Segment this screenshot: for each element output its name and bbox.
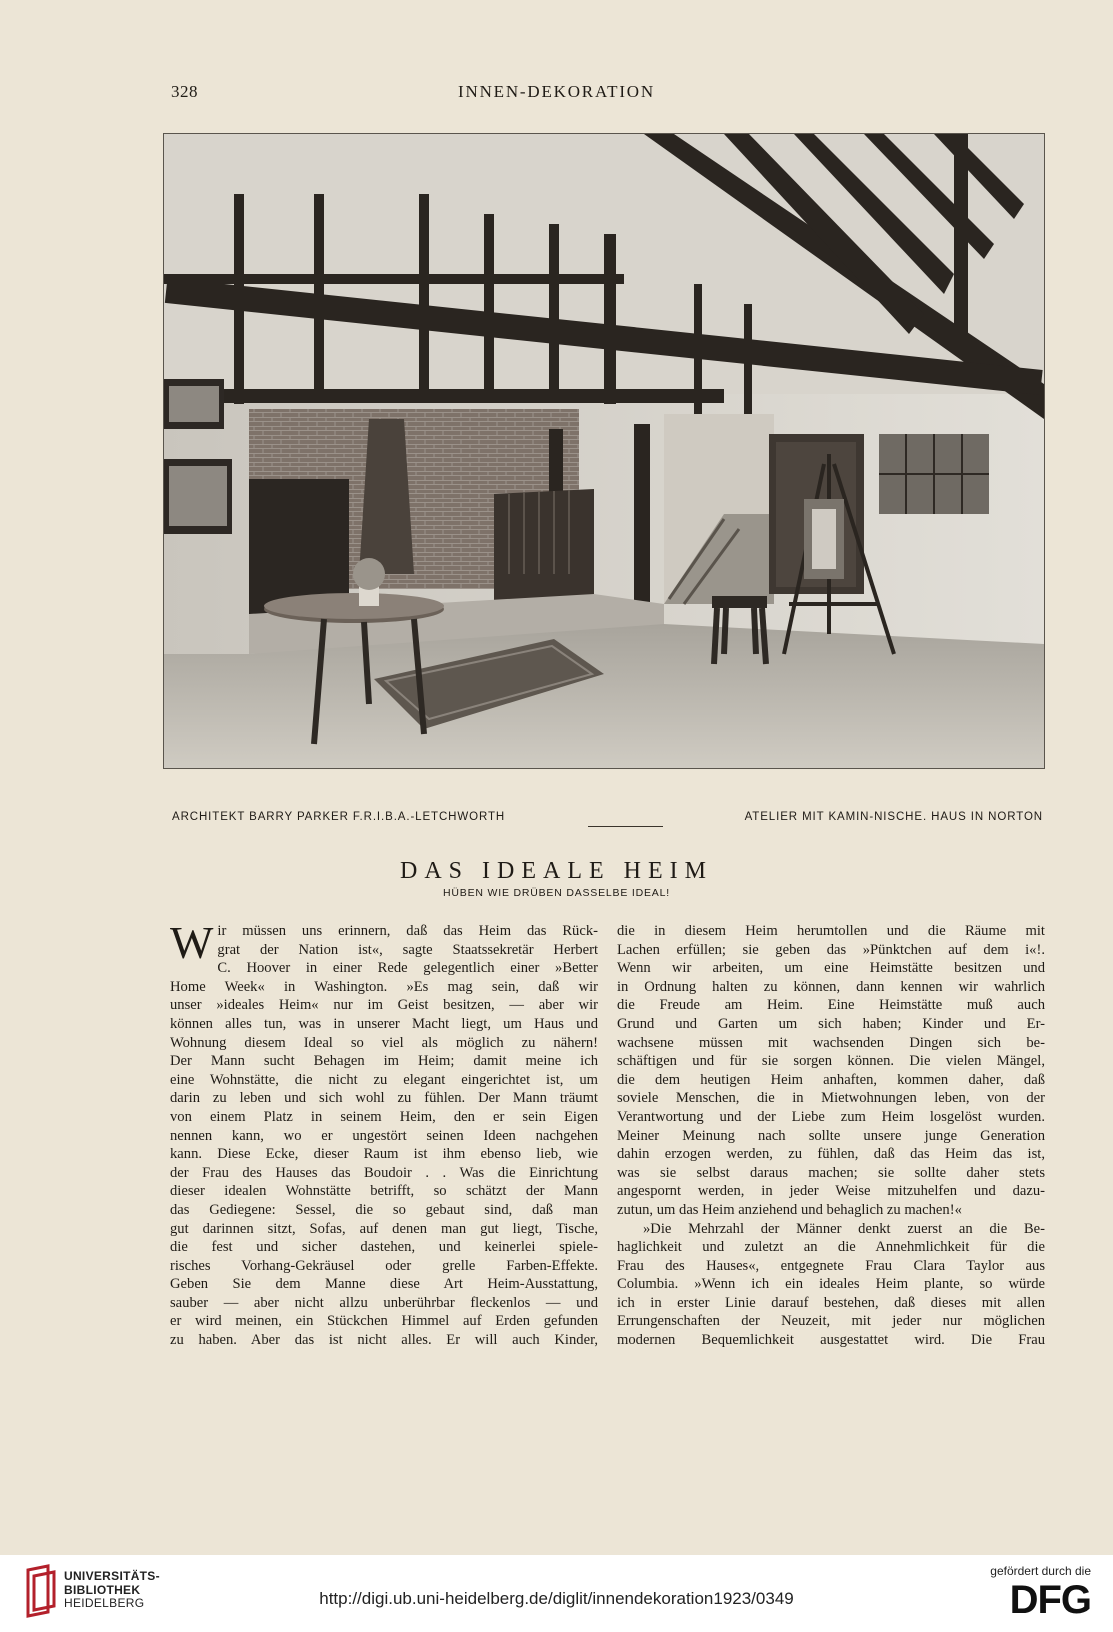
text-line: ich in erster Linie darauf bestehen, daß dieses mit allen <box>617 1294 1045 1311</box>
text-line: unser »ideales Heim« nur im Geist besitzen, — aber wir <box>170 997 598 1014</box>
text-line: Frau des Hauses«, entgegnete Frau Clara Taylor aus <box>617 1257 1045 1274</box>
drop-cap: W <box>170 917 214 968</box>
caption-divider <box>588 826 663 827</box>
text-line: von einem Platz in seinem Heim, den er sein Eigen <box>170 1108 598 1125</box>
text-line: darin zu leben und sich wohl zu fühlen. Der Mann träumt <box>170 1090 598 1107</box>
text-line: Wohnung diesem Ideal so viel als möglich zu nähern! <box>170 1034 598 1051</box>
text-line: der Frau des Hauses das Boudoir . . Was die Einrichtung <box>170 1164 598 1181</box>
article-subtitle: HÜBEN WIE DRÜBEN DASSELBE IDEAL! <box>443 887 670 899</box>
text-line: angespornt werden, in jeder Weise mitzuhelfen und dazu- <box>617 1183 1045 1200</box>
text-line: Wenn wir arbeiten, um eine Heimstätte besitzen und <box>617 960 1045 977</box>
text-line: ir müssen uns erinnern, daß das Heim das Rück- <box>217 923 598 939</box>
text-line: Home Week« in Washington. »Es mag sein, daß wir <box>170 978 598 995</box>
page-number: 328 <box>171 82 198 101</box>
text-line: Verantwortung und der Liebe zum Heim losgelöst wurden. <box>617 1108 1045 1125</box>
text-line: soviele Menschen, die in Mietwohnungen leben, von der <box>617 1090 1045 1107</box>
text-line: Meiner Meinung nach sollte unsere junge Generation <box>617 1127 1045 1144</box>
text-line: haglichkeit und zuletzt an die Annehmlichkeit für die <box>617 1239 1045 1256</box>
text-line: risches Vorhang-Gekräusel oder grelle Farben-Effekte. <box>170 1257 598 1274</box>
text-line: »Die Mehrzahl der Männer denkt zuerst an die Be- <box>643 1220 1045 1237</box>
text-line: die Freude am Heim. Eine Heimstätte muß auch <box>617 997 1045 1014</box>
library-name-line: UNIVERSITÄTS- <box>64 1569 160 1583</box>
atelier-photo-illustration <box>164 134 1044 768</box>
caption-title: ATELIER MIT KAMIN-NISCHE. HAUS IN NORTON <box>744 811 1043 823</box>
text-line: gut darinnen sitzt, Sofas, auf denen man gut liegt, Tische, <box>170 1220 598 1237</box>
text-line: dahin erzogen werden, zu fühlen, daß das Heim das ist, <box>617 1146 1045 1163</box>
text-line: können alles tun, was in unserer Macht liegt, um Haus und <box>170 1015 598 1032</box>
text-line: nennen kann, wo er ungestört seinen Ideen nachgehen <box>170 1127 598 1144</box>
text-line: die fest und sicher dastehen, und keinerlei spiele- <box>170 1239 598 1256</box>
text-column-left <box>170 917 598 1350</box>
text-line: Lachen erfüllen; sie geben das »Pünktchen auf dem i«!. <box>617 941 1045 958</box>
text-column-right <box>617 922 1045 1350</box>
text-line: sauber — aber nicht allzu unberührbar fleckenlos — und <box>170 1294 598 1311</box>
text-line: die in diesem Heim herumtollen und die Räume mit <box>617 923 1045 939</box>
text-line: Columbia. »Wenn ich ein ideales Heim plante, so würde <box>617 1276 1045 1293</box>
text-line: das Gediegene: Sessel, die so gebaut sind, daß man <box>170 1201 598 1218</box>
interior-photograph <box>164 134 1044 768</box>
text-line: zutun, um das Heim anziehend und behaglich zu machen!« <box>617 1201 962 1218</box>
text-line: was sie selbst daraus machen; sie sollte daher stets <box>617 1164 1045 1181</box>
source-url[interactable]: http://digi.ub.uni-heidelberg.de/diglit/innendekoration1923/0349 <box>319 1589 794 1608</box>
text-line: die dem heutigen Heim anhaften, kommen daher, daß <box>617 1071 1045 1088</box>
text-line: dieser idealen Wohnstätte betrifft, so schätzt der Mann <box>170 1183 598 1200</box>
text-line: eine Wohnstätte, die nicht zu elegant eingerichtet ist, um <box>170 1071 598 1088</box>
sponsor-text: gefördert durch die <box>990 1564 1091 1578</box>
library-name-line: BIBLIOTHEK <box>64 1582 141 1597</box>
text-line: modernen Bequemlichkeit ausgestattet wird. Die Frau <box>617 1332 1045 1349</box>
text-line: Errungenschaften der Neuzeit, mit jeder nur möglichen <box>617 1313 1045 1330</box>
library-name-line: HEIDELBERG <box>64 1596 145 1610</box>
text-line: in Ordnung halten zu können, dann kennen wir wahrlich <box>617 978 1045 995</box>
text-line: schäftigen und für sie sorgen können. Die vielen Mängel, <box>617 1053 1045 1070</box>
dfg-logo: DFG <box>1009 1578 1091 1622</box>
text-line: kann. Diese Ecke, dieser Raum ist ihm ebenso lieb, wie <box>170 1146 598 1163</box>
text-line: Der Mann sucht Behagen im Heim; damit meine ich <box>170 1053 598 1070</box>
text-line: zu haben. Aber das ist nicht alles. Er will auch Kinder, <box>170 1332 598 1349</box>
caption-architect: ARCHITEKT BARRY PARKER F.R.I.B.A.-LETCHWORTH <box>172 811 506 823</box>
text-line: Grund und Garten um sich haben; Kinder und Er- <box>617 1015 1045 1032</box>
article-title: DAS IDEALE HEIM <box>400 858 713 884</box>
running-head: INNEN-DEKORATION <box>458 82 655 101</box>
text-line: Geben Sie dem Manne diese Art Heim-Ausstattung, <box>170 1276 598 1293</box>
text-line: er wird meinen, ein Stückchen Himmel auf Erden gefunden <box>170 1313 598 1330</box>
text-line: C. Hoover in einer Rede gelegentlich einer »Better <box>217 960 598 977</box>
text-line: grat der Nation ist«, sagte Staatssekretär Herbert <box>217 941 598 958</box>
text-line: wachsene müssen mit wachsenden Dingen sich be- <box>617 1034 1045 1051</box>
